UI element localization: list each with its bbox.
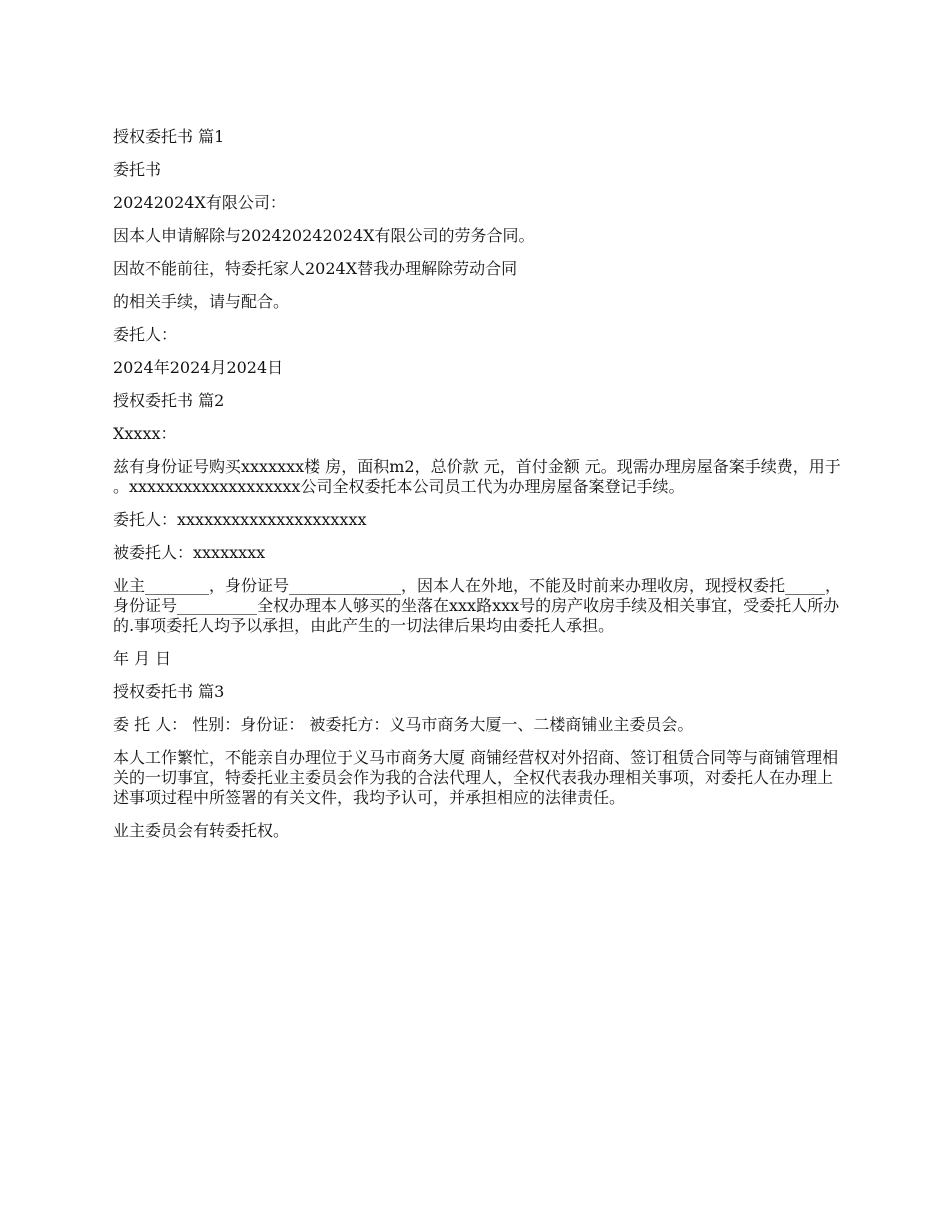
body-paragraph: 业主________，身份证号______________，因本人在外地，不能及时前来办理收房，现授权委托_____，身份证号__________全权办理本人够买的坐落在xxx路xxx号的房产收房手续及相关事宜，受委托人所办的.事项委托人均予以承担，由此产生的一切法律后果均由委托人承担。	[113, 576, 842, 635]
body-paragraph: 因本人申请解除与202420242024X有限公司的劳务合同。	[113, 226, 535, 245]
date-line: 2024年2024月2024日	[113, 358, 284, 377]
addressee: Xxxxx：	[113, 424, 177, 443]
body-paragraph: 的相关手续，请与配合。	[113, 292, 290, 311]
signature-line: 被委托人：xxxxxxxx	[113, 543, 266, 562]
document-title: 委托书	[113, 160, 162, 179]
document-page	[113, 127, 846, 854]
date-line: 年 月 日	[113, 649, 172, 668]
signature-line: 委托人：xxxxxxxxxxxxxxxxxxxxx	[113, 510, 367, 529]
body-paragraph: 业主委员会有转委托权。	[113, 821, 290, 840]
section-heading-2: 授权委托书 篇2	[113, 391, 225, 410]
addressee: 20242024X有限公司：	[113, 193, 286, 212]
signature-line: 委托人：	[113, 325, 178, 344]
party-line: 委 托 人： 性别：身份证： 被委托方：义马市商务大厦一、二楼商铺业主委员会。	[113, 715, 694, 734]
body-paragraph: 本人工作繁忙，不能亲自办理位于义马市商务大厦 商铺经营权对外招商、签订租赁合同等与商铺管理相关的一切事宜，特委托业主委员会作为我的合法代理人，全权代表我办理相关事项，对委托人在办理上述事项过程中所签署的有关文件，我均予认可，并承担相应的法律责任。	[113, 748, 839, 807]
body-paragraph: 因故不能前往，特委托家人2024X替我办理解除劳动合同	[113, 259, 518, 278]
section-heading-3: 授权委托书 篇3	[113, 682, 225, 701]
section-heading-1: 授权委托书 篇1	[113, 127, 225, 146]
body-paragraph: 兹有身份证号购买xxxxxxx楼 房，面积m2，总价款 元，首付金额 元。现需办理房屋备案手续费，用于 。xxxxxxxxxxxxxxxxxxx公司全权委托本公司员工代为办理房屋备案登记手续。	[113, 457, 846, 496]
